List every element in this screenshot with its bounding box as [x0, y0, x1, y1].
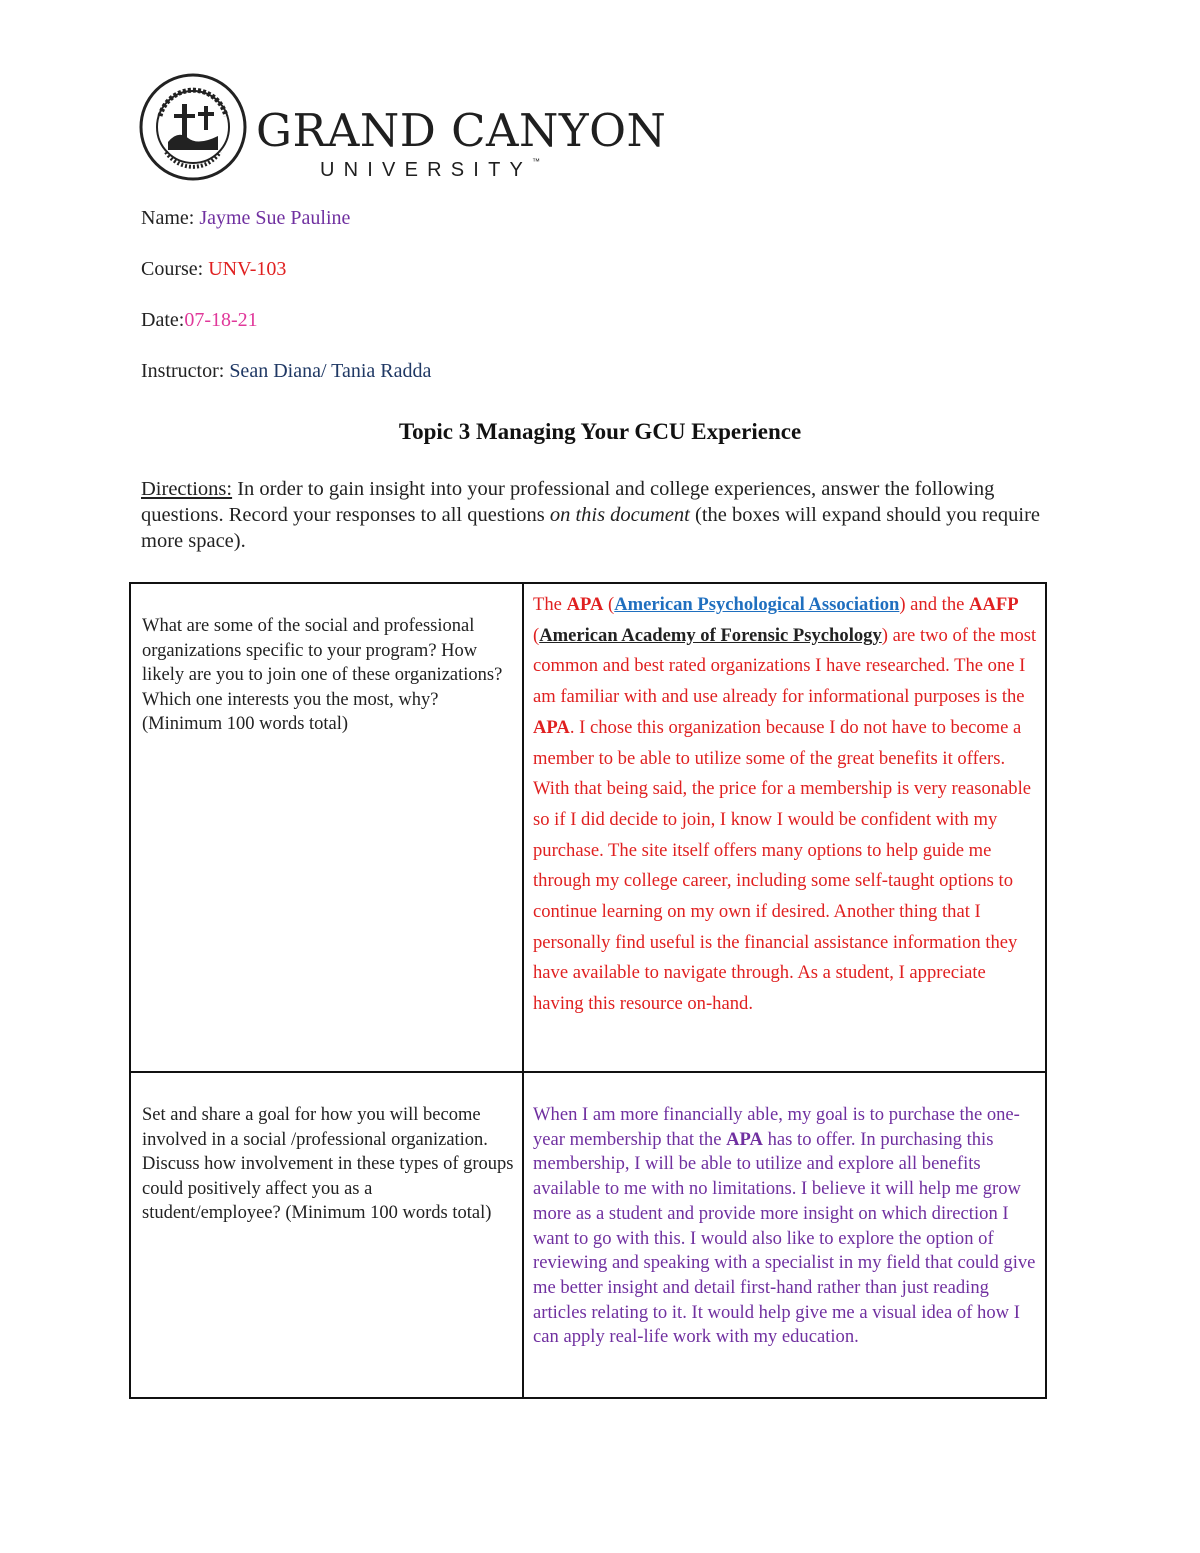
question-cell[interactable]: What are some of the social and professional organizations specific to your program? How likely are you to join one of these organizations? Which one interests you the most, why? (Minimum 100 words total): [142, 616, 503, 735]
column-divider: [522, 1073, 524, 1397]
date-label: Date:: [141, 309, 185, 331]
course-field: [141, 257, 286, 281]
date-value: 07-18-21: [184, 309, 258, 331]
course-label: Course:: [141, 258, 209, 280]
name-value: Jayme Sue Pauline: [199, 207, 351, 229]
answer-cell[interactable]: The APA (American Psychological Association) and the AAFP (American Academy of Forensic Psychology) are two of the most common and best rated organizations I have researched. The one I am familiar with and use already for informational purposes is the APA. I chose this organization because I do not have to become a member to be able to utilize some of the great benefits it offers. With that being said, the price for a membership is very reasonable so if I did decide to join, I know I would be confident with my purchase. The site itself offers many options to help guide me through my college career, including some self-taught options to continue learning on my own if desired. Another thing that I personally find useful is the financial assistance information they have available to navigate through. As a student, I appreciate having this resource on-hand.: [533, 594, 1037, 1015]
instructor-field: [141, 359, 431, 383]
date-field: [141, 308, 258, 332]
university-logo: [138, 72, 667, 184]
instructor-value: Sean Diana/ Tania Radda: [229, 360, 432, 382]
aafp-link[interactable]: American Academy of Forensic Psychology: [539, 624, 882, 646]
directions-emphasis: on this document: [549, 504, 690, 526]
logo-line-1: GRAND CANYON: [256, 104, 667, 157]
column-divider: [522, 584, 524, 1071]
instructor-label: Instructor:: [141, 360, 230, 382]
questions-table: [129, 582, 1047, 1399]
name-field: [141, 206, 350, 230]
answer-cell[interactable]: When I am more financially able, my goal is to purchase the one-year membership that the APA has to offer. In purchasing this membership, I will be able to utilize and explore all benefits available to me with no limitations. I believe it will help me grow more as a student and provide more insight on which direction I want to go with this. I would also like to explore the option of reviewing and speaking with a specialist in my field that could give me better insight and detail first-hand rather than just reading articles relating to it. It would help give me a visual idea of how I can apply real-life work with my education.: [533, 1104, 1036, 1348]
table-row: [131, 584, 1045, 1073]
apa-link[interactable]: American Psychological Association: [614, 594, 900, 615]
course-value: UNV-103: [208, 258, 287, 280]
page-title: Topic 3 Managing Your GCU Experience: [398, 419, 802, 444]
directions: Directions: In order to gain insight into your professional and college experiences, answer the following questions. Record your responses to all questions on this document (the boxes will expand should you require more space).: [141, 478, 1041, 552]
table-row: [131, 1073, 1045, 1397]
name-label: Name:: [141, 207, 200, 229]
question-cell[interactable]: Set and share a goal for how you will become involved in a social /professional organization. Discuss how involvement in these types of groups could positively affect you as a student/employee? (Minimum 100 words total): [142, 1105, 514, 1224]
logo-line-2: UNIVERSITY™: [320, 157, 541, 181]
directions-label: Directions:: [141, 478, 233, 500]
university-seal-icon: [138, 72, 248, 182]
